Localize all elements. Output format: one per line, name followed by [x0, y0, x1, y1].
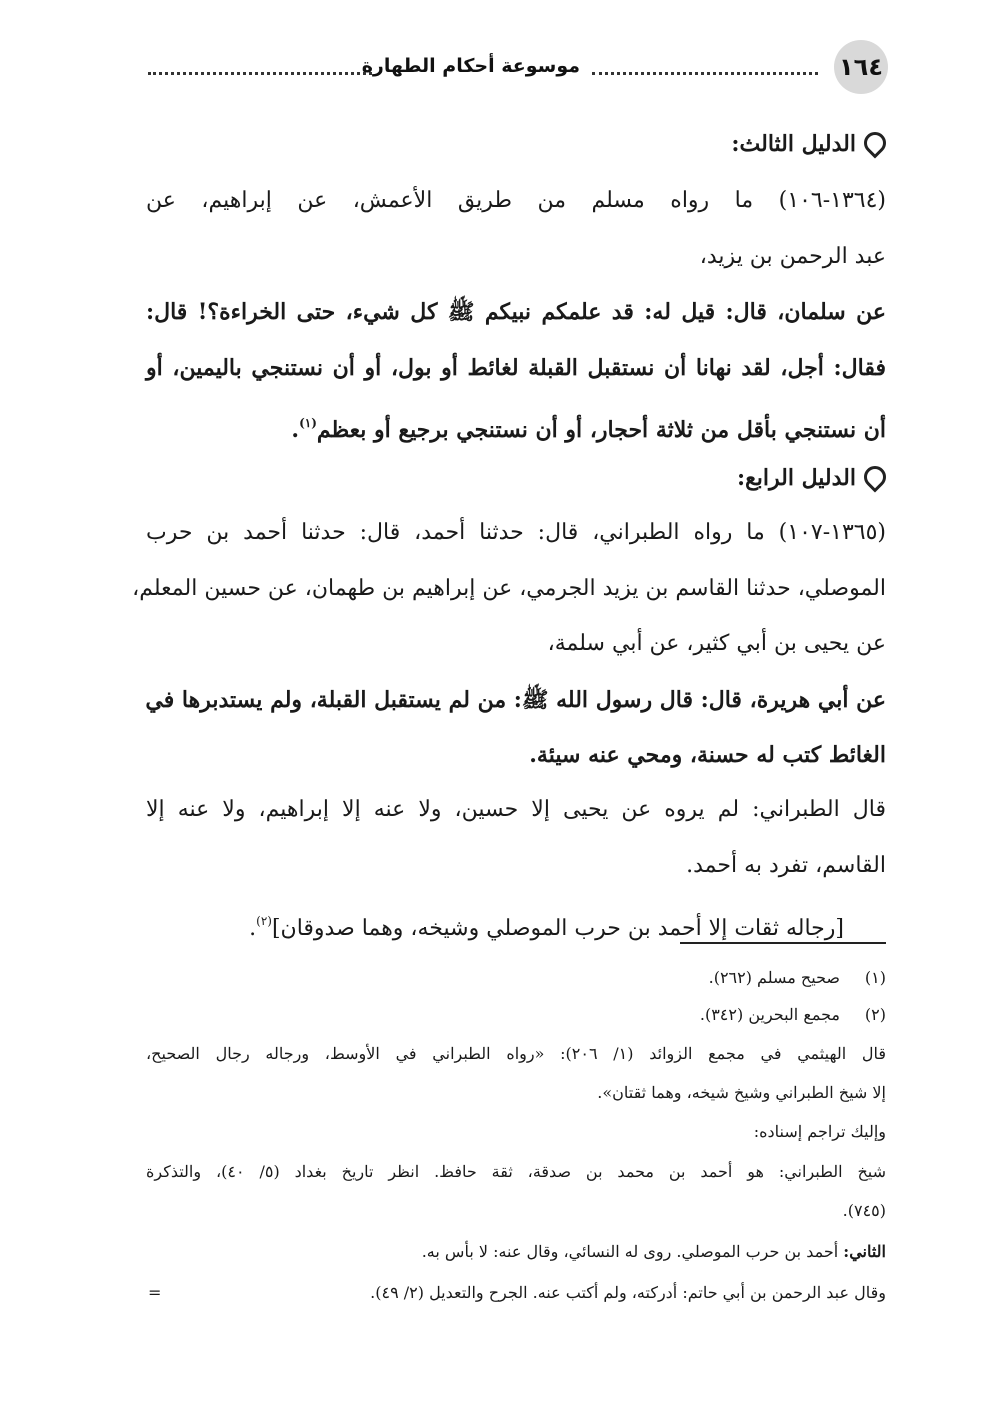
footnote-line: وقال عبد الرحمن بن أبي حاتم: أدركته، ولم أكتب عنه. الجرح والتعديل (٢/ ٤٩).: [370, 1283, 886, 1302]
hadith-text: أن نستنجي بأقل من ثلاثة أحجار، أو أن نستنجي برجيع أو بعظم: [316, 417, 886, 443]
header-dotted-rule-right: [592, 72, 818, 75]
hadith-line: عن أبي هريرة، قال: قال رسول الله ﷺ: من لم يستقبل القبلة، ولم يستدبرها في: [145, 687, 886, 713]
footnote-reference-1[interactable]: (١): [299, 416, 317, 430]
paragraph-line: عن يحيى بن أبي كثير، عن أبي سلمة،: [547, 631, 886, 656]
footnote-number: (٢): [864, 1005, 886, 1024]
footnote-line: (٧٤٥).: [842, 1201, 886, 1220]
paragraph-line: (١٣٦٤-١٠٦) ما رواه مسلم من طريق الأعمش، عن إبراهيم، عن: [146, 188, 886, 213]
grading-text: [رجاله ثقات إلا أحمد بن حرب الموصلي وشيخه، وهما صدوقان]: [271, 916, 844, 941]
section-heading-fourth-evidence: [146, 460, 886, 496]
full-stop: .: [291, 417, 300, 443]
footnote-2: [146, 1001, 886, 1029]
footnote-line: شيخ الطبراني: هو أحمد بن محمد بن صدقة، ثقة حافظ. انظر تاريخ بغداد (٥/ ٤٠)، والتذكرة: [146, 1162, 887, 1181]
footnote-line: إلا شيخ الطبراني وشيخ شيخه، وهما ثقتان».: [597, 1083, 886, 1102]
footnote-number: (١): [864, 968, 886, 987]
heading-text: الدليل الثالث:: [731, 131, 856, 157]
footnote-1: [146, 964, 886, 992]
hadith-line: فقال: أجل، لقد نهانا أن نستقبل القبلة لغائط أو بول، أو أن نستنجي باليمين، أو: [146, 355, 886, 381]
heading-text: الدليل الرابع:: [736, 465, 856, 491]
section-heading-third-evidence: [146, 126, 886, 162]
footnote-label: الثاني:: [843, 1242, 886, 1261]
paragraph-line: القاسم، تفرد به أحمد.: [686, 853, 886, 878]
page-number: ١٦٤: [834, 40, 888, 94]
full-stop: .: [249, 916, 257, 941]
footnote-reference-2[interactable]: (٢): [256, 914, 272, 928]
footnote-text: أحمد بن حرب الموصلي. روى له النسائي، وقال عنه: لا بأس به.: [421, 1242, 844, 1261]
continued-mark: =: [148, 1283, 162, 1302]
paragraph-line: عبد الرحمن بن يزيد،: [699, 244, 886, 269]
footnote-text: مجمع البحرين (٣٤٢).: [699, 1005, 840, 1024]
hadith-line: عن سلمان، قال: قيل له: قد علمكم نبيكم ﷺ كل شيء، حتى الخراءة؟! قال:: [146, 299, 886, 325]
paragraph-line: [146, 903, 844, 947]
footnote-line: قال الهيثمي في مجمع الزوائد (١/ ٢٠٦): «رواه الطبراني في الأوسط، ورجاله رجال الصحيح،: [146, 1044, 887, 1063]
footnote-separator: [680, 942, 886, 944]
heading-ornament-icon: [859, 461, 890, 492]
hadith-line: الغائط كتب له حسنة، ومحي عنه سيئة.: [529, 742, 886, 768]
hadith-line: [146, 405, 886, 448]
header-dotted-rule-left: [148, 72, 372, 75]
footnote-line: [146, 1238, 886, 1266]
footnote-text: صحيح مسلم (٢٦٢).: [708, 968, 840, 987]
footnote-line: وإليك تراجم إسناده:: [753, 1122, 886, 1141]
running-title: موسوعة أحكام الطهارة: [361, 55, 580, 77]
paragraph-line: قال الطبراني: لم يروه عن يحيى إلا حسين، ولا عنه إلا إبراهيم، ولا عنه إلا: [146, 797, 886, 822]
paragraph-line: (١٣٦٥-١٠٧) ما رواه الطبراني، قال: حدثنا أحمد، قال: حدثنا أحمد بن حرب: [146, 520, 886, 545]
paragraph-line: الموصلي، حدثنا القاسم بن يزيد الجرمي، عن إبراهيم بن طهمان، عن حسين المعلم،: [132, 576, 886, 601]
heading-ornament-icon: [859, 127, 890, 158]
